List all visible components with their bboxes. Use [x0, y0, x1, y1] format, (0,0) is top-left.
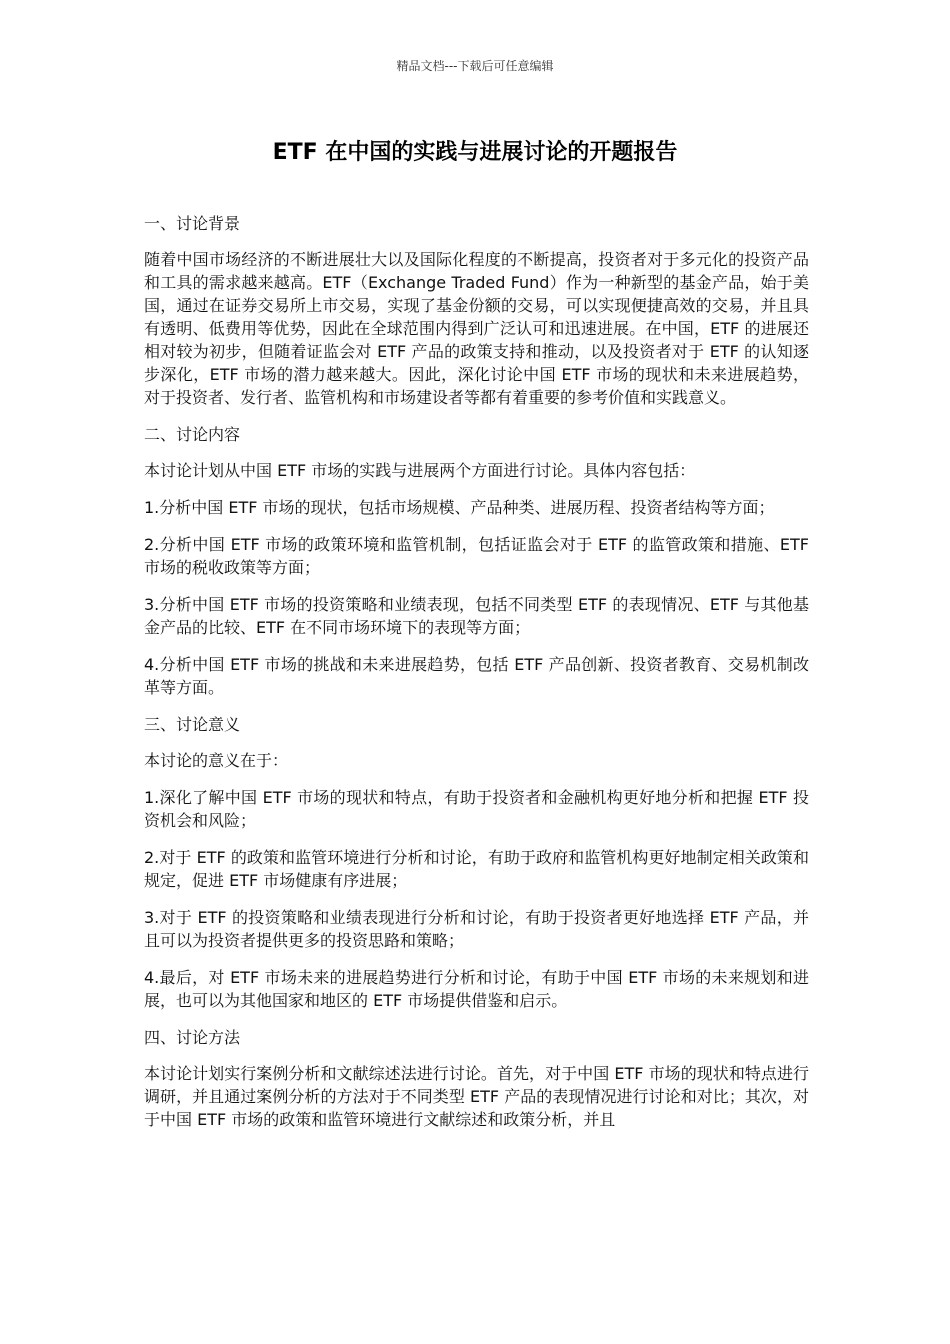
content-item-1: 1.分析中国 ETF 市场的现状，包括市场规模、产品种类、进展历程、投资者结构等方面； [144, 498, 775, 517]
document-title: ETF 在中国的实践与进展讨论的开题报告 [272, 140, 678, 165]
section-heading-content: 二、讨论内容 [144, 425, 241, 444]
document-body [144, 212, 809, 1145]
significance-item-1: 1.深化了解中国 ETF 市场的现状和特点，有助于投资者和金融机构更好地分析和把握 ETF 投资机会和风险； [144, 788, 809, 830]
running-header: 精品文档---下载后可任意编辑 [396, 59, 554, 73]
significance-intro-paragraph: 本讨论的意义在于： [144, 751, 289, 770]
significance-item-4: 4.最后，对 ETF 市场未来的进展趋势进行分析和讨论，有助于中国 ETF 市场的未来规划和进展，也可以为其他国家和地区的 ETF 市场提供借鉴和启示。 [144, 968, 809, 1010]
content-item-4: 4.分析中国 ETF 市场的挑战和未来进展趋势，包括 ETF 产品创新、投资者教育、交易机制改革等方面。 [144, 655, 809, 697]
content-intro-paragraph: 本讨论计划从中国 ETF 市场的实践与进展两个方面进行讨论。具体内容包括： [144, 461, 696, 480]
significance-item-2: 2.对于 ETF 的政策和监管环境进行分析和讨论，有助于政府和监管机构更好地制定相关政策和规定，促进 ETF 市场健康有序进展； [144, 848, 809, 890]
section-heading-background: 一、讨论背景 [144, 214, 241, 233]
content-item-2: 2.分析中国 ETF 市场的政策环境和监管机制，包括证监会对于 ETF 的监管政策和措施、ETF 市场的税收政策等方面； [144, 535, 809, 577]
content-item-3: 3.分析中国 ETF 市场的投资策略和业绩表现，包括不同类型 ETF 的表现情况、ETF 与其他基金产品的比较、ETF 在不同市场环境下的表现等方面； [144, 595, 809, 637]
section-heading-method: 四、讨论方法 [144, 1028, 241, 1047]
section-heading-significance: 三、讨论意义 [144, 715, 241, 734]
significance-item-3: 3.对于 ETF 的投资策略和业绩表现进行分析和讨论，有助于投资者更好地选择 ETF 产品，并且可以为投资者提供更多的投资思路和策略； [144, 908, 809, 950]
method-paragraph: 本讨论计划实行案例分析和文献综述法进行讨论。首先，对于中国 ETF 市场的现状和特点进行调研，并且通过案例分析的方法对于不同类型 ETF 产品的表现情况进行讨论和对比；其次，对于中国 ETF 市场的政策和监管环境进行文献综述和政策分析，并且 [144, 1064, 809, 1129]
background-paragraph: 随着中国市场经济的不断进展壮大以及国际化程度的不断提高，投资者对于多元化的投资产品和工具的需求越来越高。ETF（Exchange Traded Fund）作为一种新型的基金产品，始于美国，通过在证券交易所上市交易，实现了基金份额的交易，可以实现便捷高效的交易，并且具有透明、低费用等优势，因此在全球范围内得到广泛认可和迅速进展。在中国，ETF 的进展还相对较为初步，但随着证监会对 ETF 产品的政策支持和推动，以及投资者对于 ETF 的认知逐步深化，ETF 市场的潜力越来越大。因此，深化讨论中国 ETF 市场的现状和未来进展趋势，对于投资者、发行者、监管机构和市场建设者等都有着重要的参考价值和实践意义。 [144, 250, 809, 407]
